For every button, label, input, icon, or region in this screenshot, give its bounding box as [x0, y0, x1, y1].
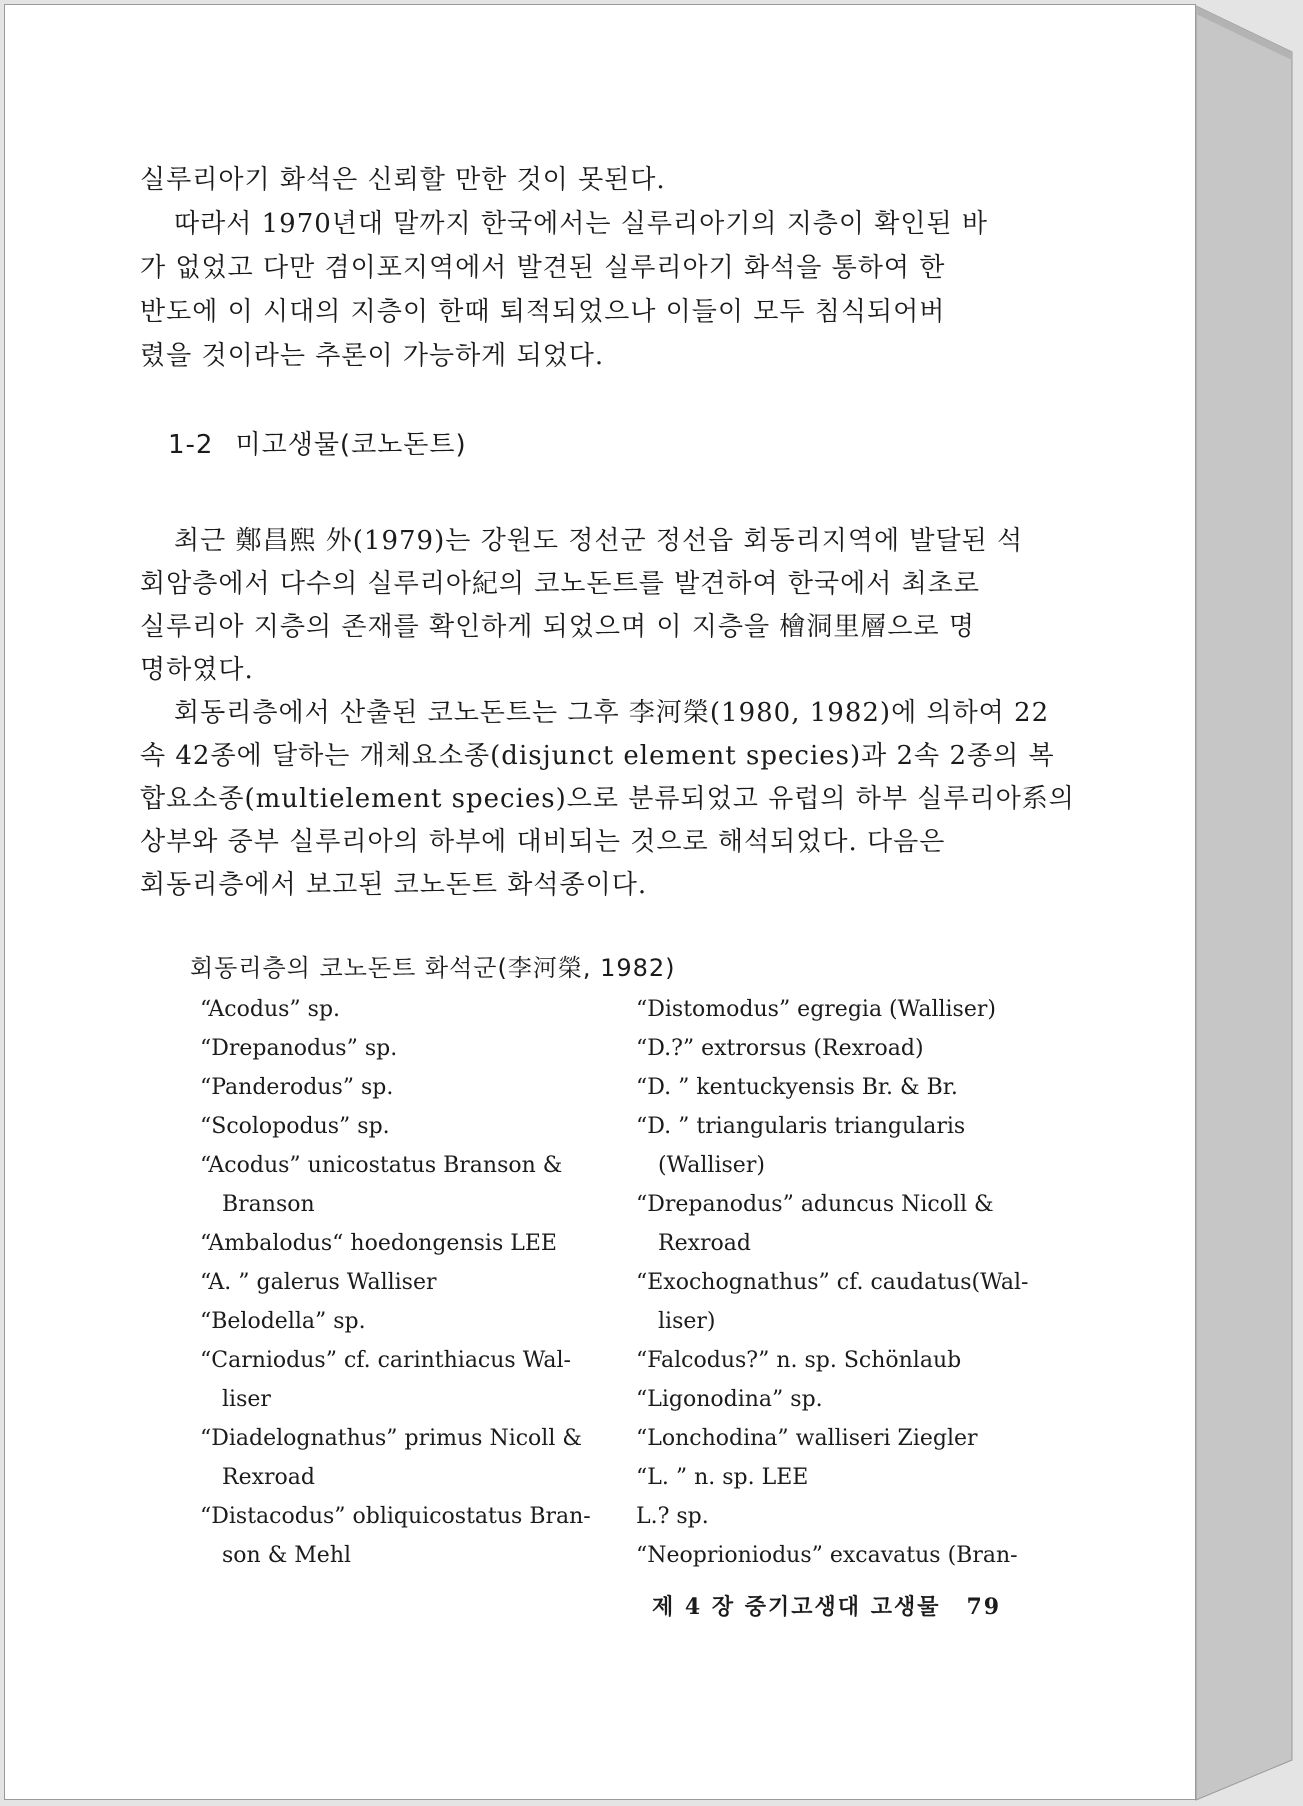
page-number: 79 [966, 1594, 1002, 1620]
list-item: “Exochognathus” cf. caudatus(Wal- [636, 1270, 1029, 1295]
text-line: 최근 鄭昌熙 外(1979)는 강원도 정선군 정선읍 회동리지역에 발달된 석 [174, 526, 1024, 556]
chapter-title: 제 4 장 중기고생대 고생물 [652, 1594, 941, 1620]
list-item: “Scolopodus” sp. [200, 1114, 390, 1139]
list-item: “A. ” galerus Walliser [200, 1270, 437, 1295]
section-number: 1-2 [168, 430, 214, 460]
list-item: “Distomodus” egregia (Walliser) [636, 997, 996, 1022]
text-line: 속 42종에 달하는 개체요소종(disjunct element species)과 2속 2종의 복 [140, 741, 1055, 771]
list-item: son & Mehl [222, 1543, 352, 1568]
list-item: “Neoprioniodus” excavatus (Bran- [636, 1543, 1018, 1568]
page-footer [652, 1590, 1001, 1621]
fossil-list-left-column [200, 990, 595, 1575]
list-item: “D. ” kentuckyensis Br. & Br. [636, 1075, 958, 1100]
paragraph-4 [140, 692, 1075, 907]
text-line: 렸을 것이라는 추론이 가능하게 되었다. [140, 341, 605, 371]
text-line: 상부와 중부 실루리아의 하부에 대비되는 것으로 해석되었다. 다음은 [140, 827, 946, 857]
list-item: L.? sp. [636, 1504, 709, 1529]
section-title: 미고생물(코노돈트) [235, 430, 467, 460]
text-line: 회동리층에서 보고된 코노돈트 화석종이다. [140, 870, 648, 900]
text-line: 실루리아기 화석은 신뢰할 만한 것이 못된다. [140, 165, 666, 195]
list-item: “Ambalodus“ hoedongensis LEE [200, 1231, 557, 1256]
list-item: “Panderodus” sp. [200, 1075, 394, 1100]
text-line: 회암층에서 다수의 실루리아紀의 코노돈트를 발견하여 한국에서 최초로 [140, 569, 980, 599]
intro-text [140, 158, 1020, 378]
list-item: “Belodella” sp. [200, 1309, 366, 1334]
list-item: “D. ” triangularis triangularis [636, 1114, 966, 1139]
text-line: 실루리아 지층의 존재를 확인하게 되었으며 이 지층을 檜洞里層으로 명 [140, 612, 976, 642]
list-item: “Acodus” unicostatus Branson & [200, 1153, 563, 1178]
list-item: “Lonchodina” walliseri Ziegler [636, 1426, 978, 1451]
list-item: “L. ” n. sp. LEE [636, 1465, 809, 1490]
list-item: “Falcodus?” n. sp. Schönlaub [636, 1348, 962, 1373]
list-item: “D.?” extrorsus (Rexroad) [636, 1036, 924, 1061]
text-line: 회동리층에서 산출된 코노돈트는 그후 李河榮(1980, 1982)에 의하여 22 [174, 698, 1050, 728]
section-heading [168, 424, 467, 461]
paragraph-1 [140, 158, 1020, 202]
list-item: “Ligonodina” sp. [636, 1387, 823, 1412]
text-line: 반도에 이 시대의 지층이 한때 퇴적되었으나 이들이 모두 침식되어버 [140, 297, 946, 327]
text-line: 따라서 1970년대 말까지 한국에서는 실루리아기의 지층이 확인된 바 [174, 209, 989, 239]
list-item: Rexroad [222, 1465, 315, 1490]
list-item: liser) [658, 1309, 716, 1334]
list-item: liser [222, 1387, 271, 1412]
list-item: “Carniodus” cf. carinthiacus Wal- [200, 1348, 571, 1373]
paragraph-2 [140, 202, 1020, 378]
section-body [140, 520, 1075, 907]
fossil-list-right-column [636, 990, 1029, 1575]
list-item: Branson [222, 1192, 315, 1217]
paragraph-3 [140, 520, 1024, 692]
list-item: “Drepanodus” aduncus Nicoll & [636, 1192, 994, 1217]
list-item: “Diadelognathus” primus Nicoll & [200, 1426, 582, 1451]
list-item: (Walliser) [658, 1153, 765, 1178]
text-line: 가 없었고 다만 겸이포지역에서 발견된 실루리아기 화석을 통하여 한 [140, 253, 946, 283]
list-item: “Drepanodus” sp. [200, 1036, 398, 1061]
list-item: “Distacodus” obliquicostatus Bran- [200, 1504, 591, 1529]
list-item: “Acodus” sp. [200, 997, 341, 1022]
text-line: 명하였다. [140, 655, 254, 685]
list-item: Rexroad [658, 1231, 751, 1256]
fossil-list-title: 회동리층의 코노돈트 화석군(李河榮, 1982) [190, 954, 676, 982]
text-line: 합요소종(multielement species)으로 분류되었고 유럽의 하부 실루리아系의 [140, 784, 1075, 814]
